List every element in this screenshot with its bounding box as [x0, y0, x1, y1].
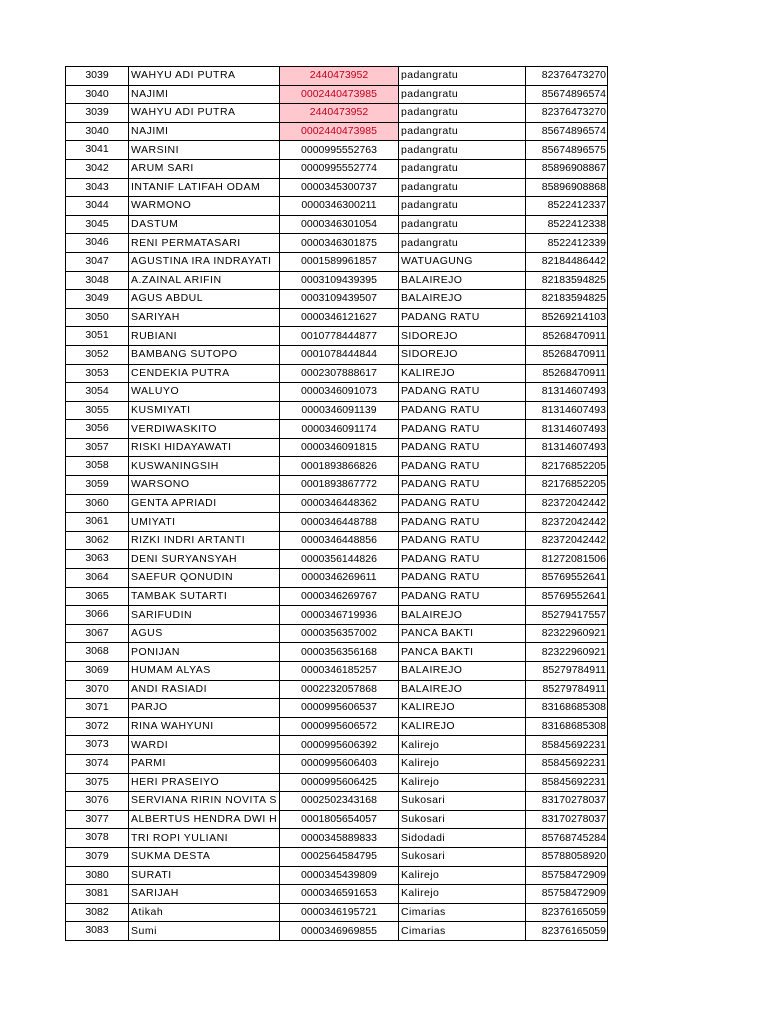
cell-account-number: 0000346448856 [280, 531, 399, 550]
cell-name: CENDEKIA PUTRA [129, 364, 280, 383]
table-row [66, 234, 608, 253]
cell-phone-number: 82376165059 [526, 903, 608, 922]
cell-name: WARSINI [129, 141, 280, 160]
cell-account-number: 0000346969855 [280, 922, 399, 941]
cell-location: padangratu [399, 141, 526, 160]
table-row [66, 438, 608, 457]
table-row [66, 401, 608, 420]
cell-location: PADANG RATU [399, 383, 526, 402]
cell-number: 3070 [66, 680, 129, 699]
cell-location: padangratu [399, 122, 526, 141]
cell-location: PADANG RATU [399, 420, 526, 439]
cell-phone-number: 82372042442 [526, 531, 608, 550]
cell-location: Kalirejo [399, 866, 526, 885]
cell-location: PANCA BAKTI [399, 624, 526, 643]
table-row [66, 85, 608, 104]
cell-name: SERVIANA RIRIN NOVITA S [129, 792, 280, 811]
cell-location: BALAIREJO [399, 271, 526, 290]
cell-name: SARIJAH [129, 885, 280, 904]
cell-phone-number: 85896908867 [526, 159, 608, 178]
cell-name: GENTA APRIADI [129, 494, 280, 513]
cell-number: 3054 [66, 383, 129, 402]
cell-location: KALIREJO [399, 364, 526, 383]
cell-account-number: 0000346300211 [280, 197, 399, 216]
cell-number: 3065 [66, 587, 129, 606]
cell-account-number: 0002440473985 [280, 85, 399, 104]
cell-number: 3058 [66, 457, 129, 476]
cell-location: Kalirejo [399, 885, 526, 904]
cell-name: WARMONO [129, 197, 280, 216]
cell-phone-number: 85768745284 [526, 829, 608, 848]
cell-location: Sidodadi [399, 829, 526, 848]
cell-phone-number: 8522412338 [526, 215, 608, 234]
cell-name: RIZKI INDRI ARTANTI [129, 531, 280, 550]
cell-number: 3039 [66, 67, 129, 86]
cell-number: 3068 [66, 643, 129, 662]
cell-phone-number: 83168685308 [526, 699, 608, 718]
cell-account-number: 0000346091073 [280, 383, 399, 402]
table-row [66, 476, 608, 495]
table-row [66, 680, 608, 699]
cell-account-number: 0000995552774 [280, 159, 399, 178]
cell-account-number: 0000995606392 [280, 736, 399, 755]
cell-number: 3080 [66, 866, 129, 885]
table-row [66, 829, 608, 848]
table-body [66, 67, 608, 941]
table-row [66, 308, 608, 327]
cell-location: PADANG RATU [399, 531, 526, 550]
cell-location: padangratu [399, 67, 526, 86]
cell-location: padangratu [399, 104, 526, 123]
cell-number: 3079 [66, 847, 129, 866]
cell-name: RISKI HIDAYAWATI [129, 438, 280, 457]
table-row [66, 922, 608, 941]
cell-phone-number: 85845692231 [526, 754, 608, 773]
cell-phone-number: 85896908868 [526, 178, 608, 197]
cell-phone-number: 8522412339 [526, 234, 608, 253]
cell-account-number: 0000346185257 [280, 662, 399, 681]
table-row [66, 624, 608, 643]
cell-number: 3043 [66, 178, 129, 197]
cell-account-number: 0000356357002 [280, 624, 399, 643]
cell-number: 3067 [66, 624, 129, 643]
cell-location: PADANG RATU [399, 587, 526, 606]
cell-number: 3040 [66, 85, 129, 104]
table-row [66, 215, 608, 234]
cell-location: BALAIREJO [399, 290, 526, 309]
cell-number: 3060 [66, 494, 129, 513]
cell-name: RENI PERMATASARI [129, 234, 280, 253]
cell-number: 3048 [66, 271, 129, 290]
cell-number: 3066 [66, 606, 129, 625]
table-row [66, 364, 608, 383]
cell-phone-number: 82183594825 [526, 290, 608, 309]
table-row [66, 383, 608, 402]
cell-number: 3082 [66, 903, 129, 922]
cell-name: PARJO [129, 699, 280, 718]
cell-phone-number: 85674896574 [526, 122, 608, 141]
table-row [66, 643, 608, 662]
cell-location: PADANG RATU [399, 438, 526, 457]
cell-number: 3062 [66, 531, 129, 550]
cell-location: KALIREJO [399, 717, 526, 736]
cell-account-number: 0000346719936 [280, 606, 399, 625]
table-row [66, 699, 608, 718]
cell-location: BALAIREJO [399, 606, 526, 625]
cell-account-number: 0002440473985 [280, 122, 399, 141]
table-row [66, 531, 608, 550]
table-row [66, 104, 608, 123]
cell-phone-number: 85758472909 [526, 866, 608, 885]
cell-account-number: 0001589961857 [280, 252, 399, 271]
cell-name: ALBERTUS HENDRA DWI H [129, 810, 280, 829]
table-row [66, 587, 608, 606]
cell-phone-number: 85674896574 [526, 85, 608, 104]
cell-account-number: 0001893867772 [280, 476, 399, 495]
table-row [66, 885, 608, 904]
table-row [66, 606, 608, 625]
cell-name: HERI PRASEIYO [129, 773, 280, 792]
cell-account-number: 0000346448788 [280, 513, 399, 532]
cell-number: 3075 [66, 773, 129, 792]
cell-name: Atikah [129, 903, 280, 922]
cell-phone-number: 85788058920 [526, 847, 608, 866]
cell-account-number: 0000346448362 [280, 494, 399, 513]
cell-phone-number: 85769552641 [526, 569, 608, 588]
cell-phone-number: 82376165059 [526, 922, 608, 941]
table-row [66, 773, 608, 792]
cell-location: Sukosari [399, 810, 526, 829]
cell-number: 3051 [66, 327, 129, 346]
cell-location: padangratu [399, 234, 526, 253]
cell-account-number: 0003109439395 [280, 271, 399, 290]
cell-account-number: 0000995606537 [280, 699, 399, 718]
cell-account-number: 0000995606403 [280, 754, 399, 773]
cell-location: PADANG RATU [399, 476, 526, 495]
cell-location: PADANG RATU [399, 494, 526, 513]
cell-name: UMIYATI [129, 513, 280, 532]
data-table [65, 66, 608, 941]
cell-phone-number: 83168685308 [526, 717, 608, 736]
cell-location: Sukosari [399, 847, 526, 866]
table-row [66, 457, 608, 476]
cell-phone-number: 85845692231 [526, 736, 608, 755]
cell-location: Cimarias [399, 903, 526, 922]
cell-account-number: 0010778444877 [280, 327, 399, 346]
cell-location: PADANG RATU [399, 401, 526, 420]
cell-name: AGUSTINA IRA INDRAYATI [129, 252, 280, 271]
cell-name: NAJIMI [129, 122, 280, 141]
cell-account-number: 0000345300737 [280, 178, 399, 197]
cell-phone-number: 82322960921 [526, 643, 608, 662]
cell-account-number: 2440473952 [280, 67, 399, 86]
cell-phone-number: 82372042442 [526, 494, 608, 513]
cell-number: 3059 [66, 476, 129, 495]
cell-location: PADANG RATU [399, 569, 526, 588]
cell-name: WAHYU ADI PUTRA [129, 67, 280, 86]
cell-phone-number: 85845692231 [526, 773, 608, 792]
cell-account-number: 0001805654057 [280, 810, 399, 829]
table-row [66, 159, 608, 178]
cell-phone-number: 85279784911 [526, 662, 608, 681]
cell-number: 3056 [66, 420, 129, 439]
cell-phone-number: 81314607493 [526, 438, 608, 457]
cell-name: A.ZAINAL ARIFIN [129, 271, 280, 290]
cell-phone-number: 85758472909 [526, 885, 608, 904]
cell-location: PADANG RATU [399, 550, 526, 569]
cell-phone-number: 85268470911 [526, 345, 608, 364]
cell-location: Kalirejo [399, 754, 526, 773]
cell-location: PADANG RATU [399, 457, 526, 476]
cell-account-number: 0000346195721 [280, 903, 399, 922]
cell-number: 3077 [66, 810, 129, 829]
cell-number: 3047 [66, 252, 129, 271]
cell-number: 3073 [66, 736, 129, 755]
cell-name: SARIFUDIN [129, 606, 280, 625]
cell-account-number: 2440473952 [280, 104, 399, 123]
cell-name: WARDI [129, 736, 280, 755]
cell-account-number: 0001893866826 [280, 457, 399, 476]
cell-location: padangratu [399, 159, 526, 178]
cell-phone-number: 81314607493 [526, 420, 608, 439]
cell-name: RINA WAHYUNI [129, 717, 280, 736]
cell-number: 3081 [66, 885, 129, 904]
cell-name: Sumi [129, 922, 280, 941]
cell-location: PADANG RATU [399, 308, 526, 327]
cell-phone-number: 82183594825 [526, 271, 608, 290]
cell-name: WAHYU ADI PUTRA [129, 104, 280, 123]
cell-name: RUBIANI [129, 327, 280, 346]
cell-location: padangratu [399, 197, 526, 216]
table-row [66, 327, 608, 346]
table-row [66, 494, 608, 513]
cell-phone-number: 81314607493 [526, 383, 608, 402]
cell-account-number: 0000346301054 [280, 215, 399, 234]
cell-number: 3053 [66, 364, 129, 383]
cell-account-number: 0000346091815 [280, 438, 399, 457]
cell-account-number: 0000346091139 [280, 401, 399, 420]
cell-account-number: 0000356356168 [280, 643, 399, 662]
cell-location: Kalirejo [399, 736, 526, 755]
cell-location: KALIREJO [399, 699, 526, 718]
cell-number: 3064 [66, 569, 129, 588]
cell-phone-number: 82322960921 [526, 624, 608, 643]
cell-name: KUSWANINGSIH [129, 457, 280, 476]
cell-location: Cimarias [399, 922, 526, 941]
table-row [66, 550, 608, 569]
cell-name: ARUM SARI [129, 159, 280, 178]
table-row [66, 754, 608, 773]
cell-account-number: 0002502343168 [280, 792, 399, 811]
cell-account-number: 0003109439507 [280, 290, 399, 309]
cell-account-number: 0002564584795 [280, 847, 399, 866]
cell-location: padangratu [399, 178, 526, 197]
cell-number: 3071 [66, 699, 129, 718]
cell-location: SIDOREJO [399, 345, 526, 364]
cell-number: 3039 [66, 104, 129, 123]
cell-name: PONIJAN [129, 643, 280, 662]
cell-number: 3049 [66, 290, 129, 309]
cell-number: 3063 [66, 550, 129, 569]
cell-account-number: 0000346269767 [280, 587, 399, 606]
cell-number: 3083 [66, 922, 129, 941]
cell-account-number: 0000346091174 [280, 420, 399, 439]
table-row [66, 420, 608, 439]
cell-location: Sukosari [399, 792, 526, 811]
table-row [66, 736, 608, 755]
cell-name: AGUS [129, 624, 280, 643]
cell-name: ANDI RASIADI [129, 680, 280, 699]
cell-location: BALAIREJO [399, 662, 526, 681]
cell-phone-number: 85268470911 [526, 327, 608, 346]
cell-location: padangratu [399, 85, 526, 104]
table-row [66, 903, 608, 922]
cell-name: AGUS ABDUL [129, 290, 280, 309]
table-row [66, 141, 608, 160]
cell-account-number: 0000995606425 [280, 773, 399, 792]
cell-number: 3061 [66, 513, 129, 532]
cell-account-number: 0002307888617 [280, 364, 399, 383]
cell-phone-number: 82176852205 [526, 476, 608, 495]
cell-number: 3046 [66, 234, 129, 253]
cell-number: 3055 [66, 401, 129, 420]
cell-name: INTANIF LATIFAH ODAM [129, 178, 280, 197]
cell-account-number: 0000995552763 [280, 141, 399, 160]
cell-account-number: 0000346301875 [280, 234, 399, 253]
table-row [66, 662, 608, 681]
cell-number: 3042 [66, 159, 129, 178]
cell-account-number: 0000346591653 [280, 885, 399, 904]
cell-number: 3069 [66, 662, 129, 681]
table-row [66, 792, 608, 811]
cell-location: PADANG RATU [399, 513, 526, 532]
cell-location: padangratu [399, 215, 526, 234]
cell-account-number: 0000346269611 [280, 569, 399, 588]
table-row [66, 866, 608, 885]
cell-number: 3044 [66, 197, 129, 216]
cell-name: WALUYO [129, 383, 280, 402]
cell-account-number: 0000346121627 [280, 308, 399, 327]
cell-location: WATUAGUNG [399, 252, 526, 271]
cell-phone-number: 85674896575 [526, 141, 608, 160]
cell-location: SIDOREJO [399, 327, 526, 346]
table-row [66, 810, 608, 829]
cell-name: TAMBAK SUTARTI [129, 587, 280, 606]
cell-number: 3041 [66, 141, 129, 160]
cell-name: SAEFUR QONUDIN [129, 569, 280, 588]
cell-number: 3045 [66, 215, 129, 234]
cell-phone-number: 8522412337 [526, 197, 608, 216]
cell-account-number: 0000356144826 [280, 550, 399, 569]
cell-name: VERDIWASKITO [129, 420, 280, 439]
cell-phone-number: 82184486442 [526, 252, 608, 271]
cell-number: 3076 [66, 792, 129, 811]
cell-number: 3072 [66, 717, 129, 736]
table-row [66, 178, 608, 197]
cell-name: NAJIMI [129, 85, 280, 104]
cell-number: 3050 [66, 308, 129, 327]
cell-phone-number: 85269214103 [526, 308, 608, 327]
cell-number: 3052 [66, 345, 129, 364]
cell-name: PARMI [129, 754, 280, 773]
cell-location: Kalirejo [399, 773, 526, 792]
cell-phone-number: 85279784911 [526, 680, 608, 699]
cell-phone-number: 81272081506 [526, 550, 608, 569]
cell-location: PANCA BAKTI [399, 643, 526, 662]
table-row [66, 290, 608, 309]
cell-phone-number: 82376473270 [526, 67, 608, 86]
cell-number: 3057 [66, 438, 129, 457]
cell-name: DENI SURYANSYAH [129, 550, 280, 569]
cell-number: 3078 [66, 829, 129, 848]
cell-name: SARIYAH [129, 308, 280, 327]
cell-number: 3040 [66, 122, 129, 141]
table-row [66, 197, 608, 216]
cell-phone-number: 83170278037 [526, 810, 608, 829]
cell-name: TRI ROPI YULIANI [129, 829, 280, 848]
cell-location: BALAIREJO [399, 680, 526, 699]
table-row [66, 847, 608, 866]
cell-phone-number: 85769552641 [526, 587, 608, 606]
cell-account-number: 0000345439809 [280, 866, 399, 885]
cell-name: HUMAM ALYAS [129, 662, 280, 681]
table-row [66, 122, 608, 141]
cell-name: SUKMA DESTA [129, 847, 280, 866]
table-row [66, 252, 608, 271]
cell-phone-number: 83170278037 [526, 792, 608, 811]
table-row [66, 569, 608, 588]
cell-number: 3074 [66, 754, 129, 773]
cell-account-number: 0000995606572 [280, 717, 399, 736]
cell-name: WARSONO [129, 476, 280, 495]
cell-account-number: 0002232057868 [280, 680, 399, 699]
table-row [66, 345, 608, 364]
cell-name: BAMBANG SUTOPO [129, 345, 280, 364]
cell-account-number: 0000345889833 [280, 829, 399, 848]
cell-name: KUSMIYATI [129, 401, 280, 420]
cell-name: DASTUM [129, 215, 280, 234]
cell-phone-number: 82176852205 [526, 457, 608, 476]
cell-phone-number: 81314607493 [526, 401, 608, 420]
table-row [66, 717, 608, 736]
cell-account-number: 0001078444844 [280, 345, 399, 364]
cell-phone-number: 85279417557 [526, 606, 608, 625]
table-row [66, 513, 608, 532]
table-row [66, 67, 608, 86]
cell-phone-number: 82376473270 [526, 104, 608, 123]
cell-phone-number: 82372042442 [526, 513, 608, 532]
table-row [66, 271, 608, 290]
cell-name: SURATI [129, 866, 280, 885]
cell-phone-number: 85268470911 [526, 364, 608, 383]
